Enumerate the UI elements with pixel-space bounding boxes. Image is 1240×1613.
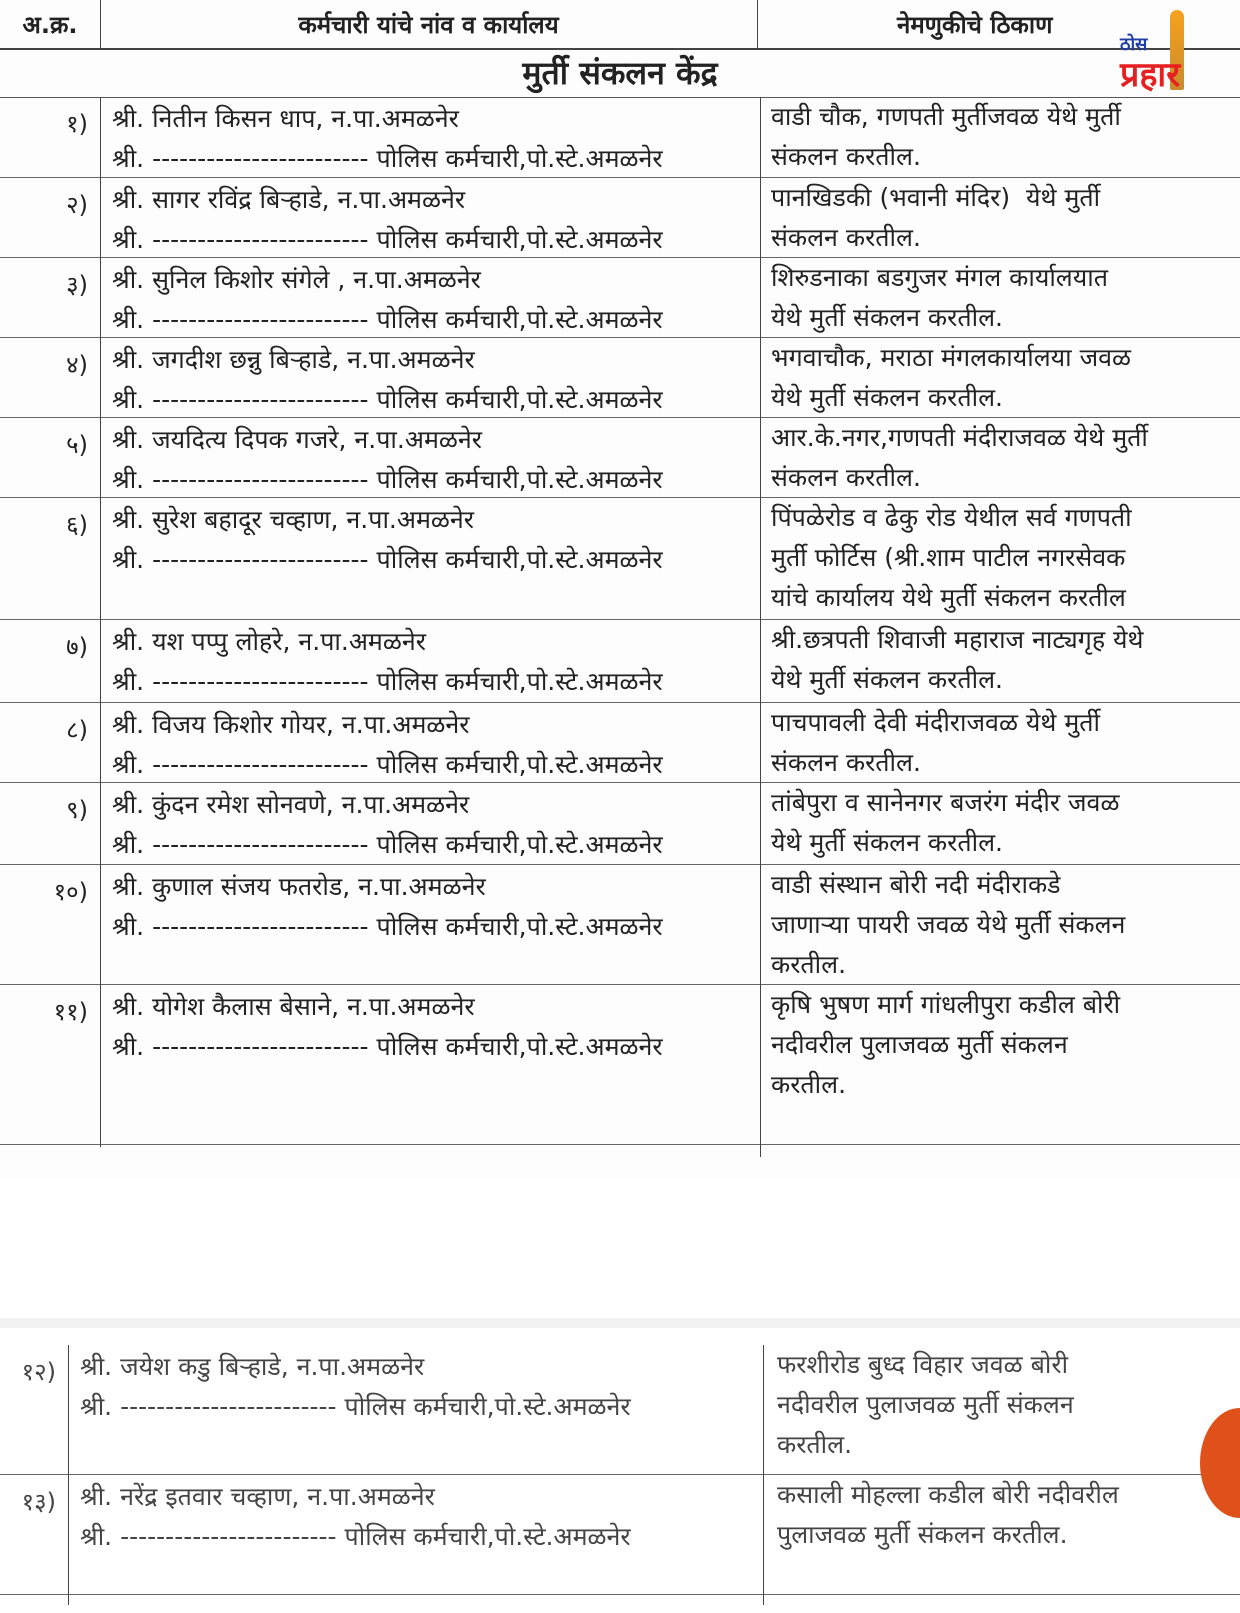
assignment-place: पानखिडकी (भवानी मंदिर) येथे मुर्ती संकलन करतील. bbox=[771, 183, 1101, 252]
page-gap bbox=[0, 1180, 1240, 1330]
employee-name: श्री. यश पप्पु लोहरे, न.पा.अमळनेर bbox=[112, 627, 426, 656]
assignment-place: शिरुडनाका बडगुजर मंगल कार्यालयात येथे मुर्ती संकलन करतील. bbox=[771, 263, 1108, 332]
section-title: मुर्ती संकलन केंद्र bbox=[0, 50, 1240, 98]
police-staff-line: श्री. ------------------------ पोलिस कर्मचारी,पो.स्टे.अमळनेर bbox=[112, 750, 663, 779]
serial-number: १२) bbox=[21, 1358, 56, 1386]
logo-line2: प्रहार bbox=[1120, 55, 1181, 95]
page-separator bbox=[0, 1318, 1240, 1328]
employee-name: श्री. योगेश कैलास बेसाने, न.पा.अमळनेर bbox=[112, 992, 475, 1021]
table-row bbox=[0, 498, 1240, 620]
table-row bbox=[0, 865, 1240, 985]
divider bbox=[760, 97, 761, 1157]
table-row bbox=[0, 1345, 1240, 1475]
serial-number: ३) bbox=[66, 271, 88, 299]
assignment-place: कसाली मोहल्ला कडील बोरी नदीवरील पुलाजवळ मुर्ती संकलन करतील. bbox=[777, 1480, 1119, 1549]
police-staff-line: श्री. ------------------------ पोलिस कर्मचारी,पो.स्टे.अमळनेर bbox=[80, 1522, 631, 1551]
employee-name: श्री. सुनिल किशोर संगेले , न.पा.अमळनेर bbox=[112, 265, 481, 294]
serial-number: ५) bbox=[66, 431, 88, 459]
employee-name: श्री. नरेंद्र इतवार चव्हाण, न.पा.अमळनेर bbox=[80, 1482, 435, 1511]
assignment-place: श्री.छत्रपती शिवाजी महाराज नाट्यगृह येथे येथे मुर्ती संकलन करतील. bbox=[771, 625, 1144, 694]
news-logo bbox=[1120, 10, 1210, 100]
serial-number: ९) bbox=[66, 796, 88, 824]
employee-name: श्री. जयेश कडु बिऱ्हाडे, न.पा.अमळनेर bbox=[80, 1352, 425, 1381]
employee-name: श्री. विजय किशोर गोयर, न.पा.अमळनेर bbox=[112, 710, 470, 739]
serial-number: ८) bbox=[66, 716, 88, 744]
police-staff-line: श्री. ------------------------ पोलिस कर्मचारी,पो.स्टे.अमळनेर bbox=[80, 1392, 631, 1421]
table-row bbox=[0, 783, 1240, 865]
employee-name: श्री. कुंदन रमेश सोनवणे, न.पा.अमळनेर bbox=[112, 790, 470, 819]
assignment-place: आर.के.नगर,गणपती मंदीराजवळ येथे मुर्ती संकलन करतील. bbox=[771, 423, 1148, 492]
police-staff-line: श्री. ------------------------ पोलिस कर्मचारी,पो.स्टे.अमळनेर bbox=[112, 225, 663, 254]
logo-line1: ठोस bbox=[1120, 34, 1148, 55]
table-row bbox=[0, 258, 1240, 338]
assignment-place: फरशीरोड बुध्द विहार जवळ बोरी नदीवरील पुलाजवळ मुर्ती संकलन करतील. bbox=[777, 1350, 1074, 1459]
serial-number: १) bbox=[66, 110, 88, 138]
police-staff-line: श्री. ------------------------ पोलिस कर्मचारी,पो.स्टे.अमळनेर bbox=[112, 912, 663, 941]
table-row bbox=[0, 1475, 1240, 1595]
assignment-place: वाडी संस्थान बोरी नदी मंदीराकडे जाणाऱ्या पायरी जवळ येथे मुर्ती संकलन करतील. bbox=[771, 870, 1126, 979]
assignment-place: पिंपळेरोड व ढेकु रोड येथील सर्व गणपती मुर्ती फोर्टिस (श्री.शाम पाटील नगरसेवक यांचे कार्यालय येथे मुर्ती संकलन करतील bbox=[771, 503, 1132, 612]
table-row bbox=[0, 178, 1240, 258]
header-serial-no: अ.क्र. bbox=[0, 0, 100, 50]
employee-name: श्री. जगदीश छन्नु बिऱ्हाडे, न.पा.अमळनेर bbox=[112, 345, 475, 374]
table-row bbox=[0, 703, 1240, 783]
serial-number: ११) bbox=[53, 998, 88, 1026]
employee-name: श्री. जयदित्य दिपक गजरे, न.पा.अमळनेर bbox=[112, 425, 483, 454]
table-row bbox=[0, 338, 1240, 418]
table-row bbox=[0, 620, 1240, 703]
serial-number: १३) bbox=[21, 1488, 56, 1516]
police-staff-line: श्री. ------------------------ पोलिस कर्मचारी,पो.स्टे.अमळनेर bbox=[112, 305, 663, 334]
serial-number: ६) bbox=[66, 511, 88, 539]
police-staff-line: श्री. ------------------------ पोलिस कर्मचारी,पो.स्टे.अमळनेर bbox=[112, 667, 663, 696]
assignment-place: तांबेपुरा व सानेनगर बजरंग मंदीर जवळ येथे मुर्ती संकलन करतील. bbox=[771, 788, 1120, 857]
police-staff-line: श्री. ------------------------ पोलिस कर्मचारी,पो.स्टे.अमळनेर bbox=[112, 144, 663, 173]
police-staff-line: श्री. ------------------------ पोलिस कर्मचारी,पो.स्टे.अमळनेर bbox=[112, 385, 663, 414]
serial-number: ४) bbox=[66, 351, 88, 379]
header-employee-name: कर्मचारी यांचे नांव व कार्यालय bbox=[100, 0, 757, 50]
police-staff-line: श्री. ------------------------ पोलिस कर्मचारी,पो.स्टे.अमळनेर bbox=[112, 830, 663, 859]
assignment-place: पाचपावली देवी मंदीराजवळ येथे मुर्ती संकलन करतील. bbox=[771, 708, 1100, 777]
police-staff-line: श्री. ------------------------ पोलिस कर्मचारी,पो.स्टे.अमळनेर bbox=[112, 545, 663, 574]
serial-number: ७) bbox=[66, 633, 88, 661]
table-row bbox=[0, 418, 1240, 498]
assignment-place: भगवाचौक, मराठा मंगलकार्यालया जवळ येथे मुर्ती संकलन करतील. bbox=[771, 343, 1132, 412]
table-row bbox=[0, 97, 1240, 178]
employee-name: श्री. कुणाल संजय फतरोड, न.पा.अमळनेर bbox=[112, 872, 486, 901]
serial-number: २) bbox=[66, 191, 88, 219]
document-page-2 bbox=[0, 1330, 1240, 1613]
divider bbox=[68, 1345, 69, 1605]
employee-name: श्री. सुरेश बहादूर चव्हाण, न.पा.अमळनेर bbox=[112, 505, 475, 534]
police-staff-line: श्री. ------------------------ पोलिस कर्मचारी,पो.स्टे.अमळनेर bbox=[112, 465, 663, 494]
table-row bbox=[0, 985, 1240, 1145]
assignment-place: वाडी चौक, गणपती मुर्तीजवळ येथे मुर्ती संकलन करतील. bbox=[771, 102, 1121, 171]
divider bbox=[757, 0, 758, 50]
employee-name: श्री. सागर रविंद्र बिऱ्हाडे, न.पा.अमळनेर bbox=[112, 185, 466, 214]
serial-number: १०) bbox=[53, 878, 88, 906]
employee-name: श्री. नितीन किसन धाप, न.पा.अमळनेर bbox=[112, 104, 459, 133]
police-staff-line: श्री. ------------------------ पोलिस कर्मचारी,पो.स्टे.अमळनेर bbox=[112, 1032, 663, 1061]
divider bbox=[100, 0, 101, 50]
divider bbox=[763, 1345, 764, 1605]
header-assignment-place: नेमणुकीचे ठिकाण bbox=[757, 0, 1240, 50]
divider bbox=[100, 97, 101, 1147]
assignment-place: कृषि भुषण मार्ग गांधलीपुरा कडील बोरी नदीवरील पुलाजवळ मुर्ती संकलन करतील. bbox=[771, 990, 1121, 1099]
